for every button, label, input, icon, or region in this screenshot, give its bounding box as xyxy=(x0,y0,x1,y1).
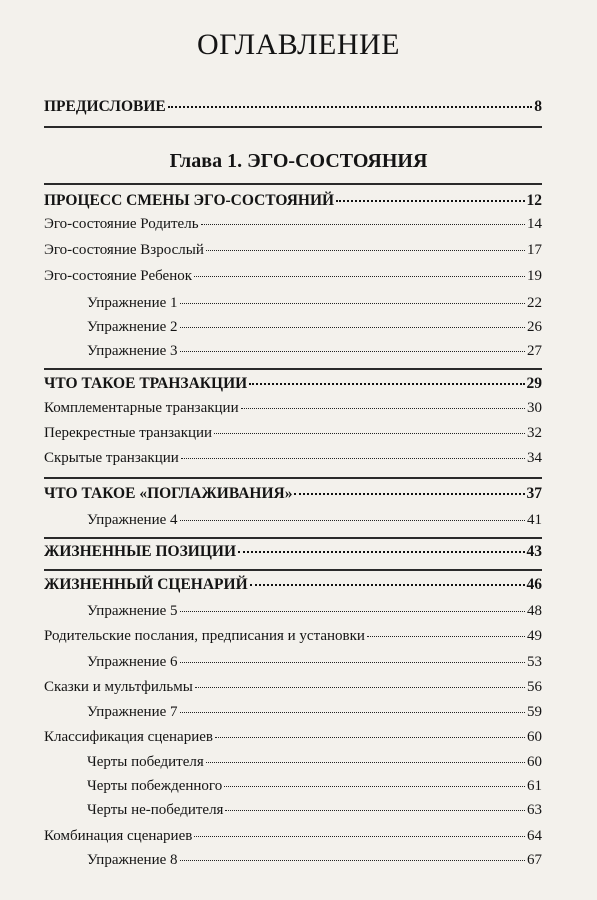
divider xyxy=(44,183,542,185)
toc-entry-label: Упражнение 2 xyxy=(87,319,178,335)
toc-entry-label: Упражнение 3 xyxy=(87,343,178,359)
toc-entry[interactable] xyxy=(87,295,542,312)
toc-entry-page: 59 xyxy=(527,704,542,720)
dot-leader xyxy=(241,408,525,409)
toc-entry-label: Упражнение 7 xyxy=(87,704,178,720)
toc-entry-label: Родительские послания, предписания и установки xyxy=(44,628,365,644)
toc-entry-page: 56 xyxy=(527,679,542,695)
toc-entry-page: 49 xyxy=(527,628,542,644)
toc-entry-page: 27 xyxy=(527,343,542,359)
toc-entry-page: 12 xyxy=(526,192,542,209)
toc-entry-label: Упражнение 8 xyxy=(87,852,178,868)
dot-leader xyxy=(180,351,526,352)
toc-entry-page: 64 xyxy=(527,828,542,844)
toc-entry-label: Черты побежденного xyxy=(87,778,223,794)
toc-entry[interactable] xyxy=(44,216,542,233)
dot-leader xyxy=(168,106,533,108)
toc-entry[interactable] xyxy=(44,828,542,845)
toc-entry-page: 8 xyxy=(534,98,542,115)
toc-entry-label: ЖИЗНЕННЫЕ ПОЗИЦИИ xyxy=(44,543,237,560)
toc-entry-label: ЧТО ТАКОЕ ТРАНЗАКЦИИ xyxy=(44,375,248,392)
dot-leader xyxy=(195,687,525,688)
toc-entry-page: 67 xyxy=(527,852,542,868)
toc-entry-label: Эго-состояние Взрослый xyxy=(44,242,204,258)
toc-section[interactable] xyxy=(44,375,542,393)
toc-entry[interactable] xyxy=(44,679,542,696)
dot-leader xyxy=(180,712,526,713)
divider xyxy=(44,537,542,539)
dot-leader xyxy=(194,276,525,277)
toc-entry[interactable] xyxy=(44,729,542,746)
toc-entry[interactable] xyxy=(87,778,542,795)
chapter-heading: Глава 1. ЭГО-СОСТОЯНИЯ xyxy=(169,150,428,172)
toc-entry-page: 34 xyxy=(527,450,542,466)
toc-entry-page: 26 xyxy=(527,319,542,335)
toc-entry[interactable] xyxy=(87,603,542,620)
dot-leader xyxy=(336,200,524,202)
toc-entry-label: Эго-состояние Родитель xyxy=(44,216,199,232)
toc-entry[interactable] xyxy=(44,242,542,259)
toc-section[interactable] xyxy=(44,576,542,594)
divider xyxy=(44,569,542,571)
toc-entry-page: 61 xyxy=(527,778,542,794)
toc-entry[interactable] xyxy=(44,400,542,417)
toc-entry-page: 29 xyxy=(526,375,542,392)
toc-entry-label: ЖИЗНЕННЫЙ СЦЕНАРИЙ xyxy=(44,576,248,593)
toc-entry-label: ЧТО ТАКОЕ «ПОГЛАЖИВАНИЯ» xyxy=(44,485,293,502)
toc-entry-label: Классификация сценариев xyxy=(44,729,213,745)
toc-entry-label: Перекрестные транзакции xyxy=(44,425,213,441)
toc-entry-label: Упражнение 5 xyxy=(87,603,178,619)
toc-entry-page: 37 xyxy=(526,485,542,502)
dot-leader xyxy=(294,493,524,495)
toc-entry[interactable] xyxy=(87,802,542,819)
toc-entry-page: 41 xyxy=(527,512,542,528)
dot-leader xyxy=(206,250,525,251)
dot-leader xyxy=(180,520,526,521)
toc-entry[interactable] xyxy=(87,754,542,771)
toc-entry[interactable] xyxy=(44,425,542,442)
toc-entry-label: Скрытые транзакции xyxy=(44,450,179,466)
toc-entry[interactable] xyxy=(87,512,542,529)
dot-leader xyxy=(214,433,525,434)
dot-leader xyxy=(238,551,524,553)
divider xyxy=(44,126,542,128)
toc-entry-label: Черты победителя xyxy=(87,754,204,770)
toc-entry-page: 14 xyxy=(527,216,542,232)
toc-entry-page: 60 xyxy=(527,754,542,770)
toc-entry-page: 60 xyxy=(527,729,542,745)
toc-entry-page: 19 xyxy=(527,268,542,284)
toc-entry-page: 17 xyxy=(527,242,542,258)
toc-entry[interactable] xyxy=(44,268,542,285)
toc-section[interactable] xyxy=(44,192,542,210)
toc-entry[interactable] xyxy=(87,852,542,869)
dot-leader xyxy=(201,224,525,225)
dot-leader xyxy=(249,383,524,385)
dot-leader xyxy=(181,458,525,459)
toc-entry-label: ПРОЦЕСС СМЕНЫ ЭГО-СОСТОЯНИЙ xyxy=(44,192,335,209)
toc-entry-label: Эго-состояние Ребенок xyxy=(44,268,193,284)
toc-section[interactable] xyxy=(44,543,542,561)
page-title: ОГЛАВЛЕНИЕ xyxy=(197,28,400,61)
toc-entry[interactable] xyxy=(44,628,542,645)
toc-entry-label: Упражнение 1 xyxy=(87,295,178,311)
toc-entry-preface[interactable] xyxy=(44,98,542,116)
dot-leader xyxy=(367,636,525,637)
toc-entry-page: 43 xyxy=(526,543,542,560)
dot-leader xyxy=(215,737,525,738)
toc-entry-page: 53 xyxy=(527,654,542,670)
divider xyxy=(44,477,542,479)
dot-leader xyxy=(180,611,526,612)
toc-entry-label: ПРЕДИСЛОВИЕ xyxy=(44,98,166,115)
toc-entry[interactable] xyxy=(87,654,542,671)
toc-entry[interactable] xyxy=(87,343,542,360)
toc-section[interactable] xyxy=(44,485,542,503)
toc-entry-label: Комбинация сценариев xyxy=(44,828,193,844)
dot-leader xyxy=(180,327,526,328)
toc-entry-page: 63 xyxy=(527,802,542,818)
dot-leader xyxy=(180,303,526,304)
toc-entry-page: 22 xyxy=(527,295,542,311)
toc-entry-page: 30 xyxy=(527,400,542,416)
toc-entry-label: Упражнение 4 xyxy=(87,512,178,528)
dot-leader xyxy=(250,584,525,586)
toc-entry-label: Черты не-победителя xyxy=(87,802,224,818)
dot-leader xyxy=(194,836,525,837)
toc-entry-label: Комплементарные транзакции xyxy=(44,400,239,416)
dot-leader xyxy=(224,786,525,787)
toc-entry-page: 46 xyxy=(526,576,542,593)
dot-leader xyxy=(206,762,525,763)
toc-entry[interactable] xyxy=(44,450,542,467)
toc-entry-page: 32 xyxy=(527,425,542,441)
toc-entry-label: Сказки и мультфильмы xyxy=(44,679,193,695)
divider xyxy=(44,368,542,370)
dot-leader xyxy=(225,810,525,811)
toc-entry[interactable] xyxy=(87,704,542,721)
dot-leader xyxy=(180,662,526,663)
toc-entry[interactable] xyxy=(87,319,542,336)
dot-leader xyxy=(180,860,526,861)
toc-entry-page: 48 xyxy=(527,603,542,619)
toc-entry-label: Упражнение 6 xyxy=(87,654,178,670)
